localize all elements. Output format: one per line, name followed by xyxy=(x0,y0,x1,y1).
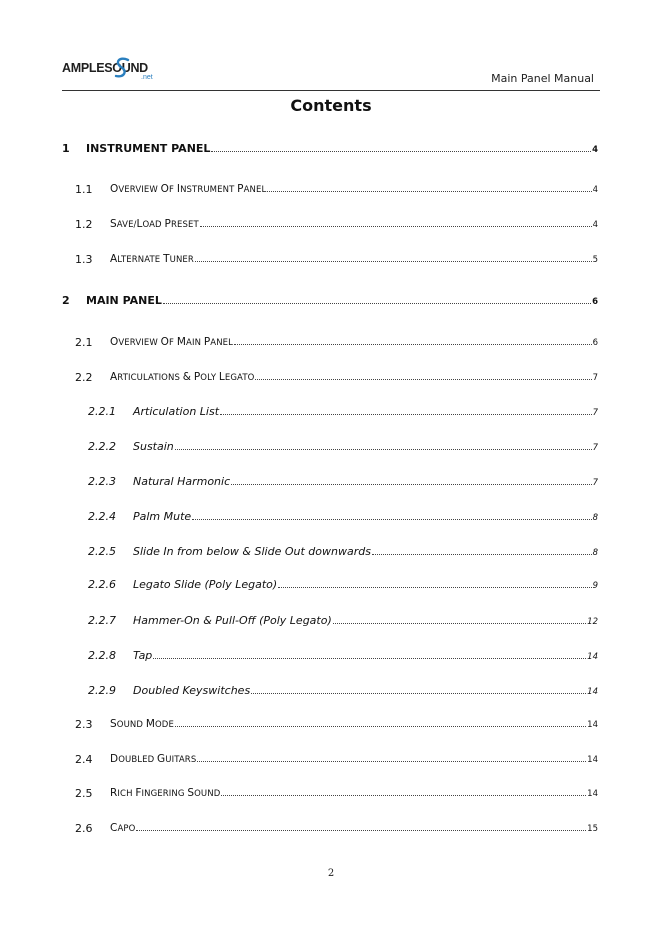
toc-entry-page: 4 xyxy=(592,185,598,195)
toc-entry-page: 7 xyxy=(592,478,598,488)
toc-entry-page: 4 xyxy=(592,220,598,230)
toc-entry-number: 2.2.3 xyxy=(88,475,116,488)
toc-entry[interactable] xyxy=(0,218,598,234)
toc-entry-title: CAPO xyxy=(110,822,136,834)
toc-entry[interactable] xyxy=(0,545,598,561)
toc-entry-number: 1.2 xyxy=(75,218,93,231)
toc-entry-page: 9 xyxy=(592,581,598,591)
toc-entry-page: 14 xyxy=(587,652,598,662)
toc-entry-number: 2.2.5 xyxy=(88,545,116,558)
toc-entry-number: 2.2.1 xyxy=(88,405,116,418)
toc-entry[interactable] xyxy=(0,718,598,734)
toc-entry[interactable] xyxy=(0,753,598,769)
toc-dot-leader xyxy=(163,303,591,304)
toc-entry-title: MAIN PANEL xyxy=(86,294,162,307)
toc-dot-leader xyxy=(211,151,591,152)
toc-dot-leader xyxy=(175,726,586,727)
toc-entry[interactable] xyxy=(0,649,598,665)
toc-entry-number: 2.2.6 xyxy=(88,578,116,591)
toc-entry[interactable] xyxy=(0,684,598,700)
toc-entry[interactable] xyxy=(0,253,598,269)
contents-heading: Contents xyxy=(290,96,372,115)
toc-entry-title: SOUND MODE xyxy=(110,718,174,730)
toc-entry-number: 2.2.4 xyxy=(88,510,116,523)
toc-dot-leader xyxy=(221,795,586,796)
toc-entry-number: 1 xyxy=(62,142,70,155)
toc-dot-leader xyxy=(195,261,592,262)
toc-entry[interactable] xyxy=(0,142,598,158)
toc-dot-leader xyxy=(234,344,592,345)
toc-entry-page: 8 xyxy=(592,548,598,558)
toc-entry-number: 2.1 xyxy=(75,336,93,349)
toc-dot-leader xyxy=(175,449,592,450)
toc-entry[interactable] xyxy=(0,578,598,594)
toc-entry-title: Slide In from below & Slide Out downwards xyxy=(133,545,371,558)
toc-entry[interactable] xyxy=(0,183,598,199)
toc-entry-number: 1.1 xyxy=(75,183,93,196)
toc-entry-number: 2.3 xyxy=(75,718,93,731)
toc-entry-page: 14 xyxy=(587,687,598,697)
toc-entry-page: 15 xyxy=(587,824,598,834)
toc-dot-leader xyxy=(136,830,586,831)
toc-dot-leader xyxy=(197,761,586,762)
logo-swoosh-icon xyxy=(112,56,134,80)
toc-entry[interactable] xyxy=(0,405,598,421)
toc-entry-number: 2 xyxy=(62,294,70,307)
toc-dot-leader xyxy=(372,554,592,555)
toc-entry-title: Articulation List xyxy=(133,405,220,418)
toc-entry-page: 12 xyxy=(587,617,598,627)
toc-entry-number: 2.4 xyxy=(75,753,93,766)
toc-entry-title: OVERVIEW OF INSTRUMENT PANEL xyxy=(110,183,267,195)
toc-entry-number: 2.6 xyxy=(75,822,93,835)
toc-dot-leader xyxy=(267,191,591,192)
toc-entry[interactable] xyxy=(0,336,598,352)
toc-entry-title: DOUBLED GUITARS xyxy=(110,753,197,765)
toc-dot-leader xyxy=(200,226,592,227)
toc-entry[interactable] xyxy=(0,822,598,838)
toc-dot-leader xyxy=(192,519,591,520)
logo-wordmark: AMPLESOUND xyxy=(62,61,148,75)
toc-entry-title: RICH FINGERING SOUND xyxy=(110,787,221,799)
toc-entry-page: 7 xyxy=(592,408,598,418)
toc-dot-leader xyxy=(278,587,591,588)
toc-entry-number: 2.2.9 xyxy=(88,684,116,697)
toc-entry[interactable] xyxy=(0,614,598,630)
toc-entry-title: SAVE/LOAD PRESET xyxy=(110,218,199,230)
toc-entry-page: 5 xyxy=(592,255,598,265)
toc-entry-title: Palm Mute xyxy=(133,510,192,523)
toc-entry-title: Doubled Keyswitches xyxy=(133,684,251,697)
toc-entry[interactable] xyxy=(0,371,598,387)
toc-entry-title: ARTICULATIONS & POLY LEGATO xyxy=(110,371,255,383)
toc-entry[interactable] xyxy=(0,475,598,491)
toc-entry-number: 1.3 xyxy=(75,253,93,266)
toc-entry-title: OVERVIEW OF MAIN PANEL xyxy=(110,336,233,348)
toc-entry-title: Natural Harmonic xyxy=(133,475,231,488)
amplesound-logo xyxy=(62,58,162,84)
toc-entry-title: ALTERNATE TUNER xyxy=(110,253,194,265)
toc-entry[interactable] xyxy=(0,787,598,803)
toc-entry[interactable] xyxy=(0,510,598,526)
toc-entry-page: 6 xyxy=(592,297,598,307)
toc-entry-page: 14 xyxy=(587,789,598,799)
toc-dot-leader xyxy=(153,658,586,659)
toc-entry-number: 2.5 xyxy=(75,787,93,800)
toc-entry-page: 14 xyxy=(587,720,598,730)
toc-entry-title: Tap xyxy=(133,649,153,662)
toc-entry-title: Hammer-On & Pull-Off (Poly Legato) xyxy=(133,614,332,627)
toc-entry-page: 8 xyxy=(592,513,598,523)
toc-entry-page: 4 xyxy=(592,145,598,155)
toc-dot-leader xyxy=(333,623,586,624)
toc-entry-title: Sustain xyxy=(133,440,174,453)
toc-entry-page: 7 xyxy=(592,443,598,453)
toc-entry-number: 2.2.2 xyxy=(88,440,116,453)
logo-dotnet: .net xyxy=(141,74,153,81)
header-divider xyxy=(62,90,600,91)
toc-entry-page: 6 xyxy=(592,338,598,348)
toc-entry-title: Legato Slide (Poly Legato) xyxy=(133,578,278,591)
toc-dot-leader xyxy=(251,693,586,694)
toc-entry-title: INSTRUMENT PANEL xyxy=(86,142,211,155)
footer-page-number: 2 xyxy=(327,868,335,879)
toc-dot-leader xyxy=(255,379,591,380)
toc-entry[interactable] xyxy=(0,294,598,310)
toc-entry-number: 2.2.8 xyxy=(88,649,116,662)
toc-dot-leader xyxy=(220,414,592,415)
toc-entry-page: 14 xyxy=(587,755,598,765)
toc-entry-number: 2.2 xyxy=(75,371,93,384)
toc-entry-page: 7 xyxy=(592,373,598,383)
toc-entry[interactable] xyxy=(0,440,598,456)
header-manual-title: Main Panel Manual xyxy=(491,72,594,85)
toc-entry-number: 2.2.7 xyxy=(88,614,116,627)
toc-dot-leader xyxy=(231,484,591,485)
